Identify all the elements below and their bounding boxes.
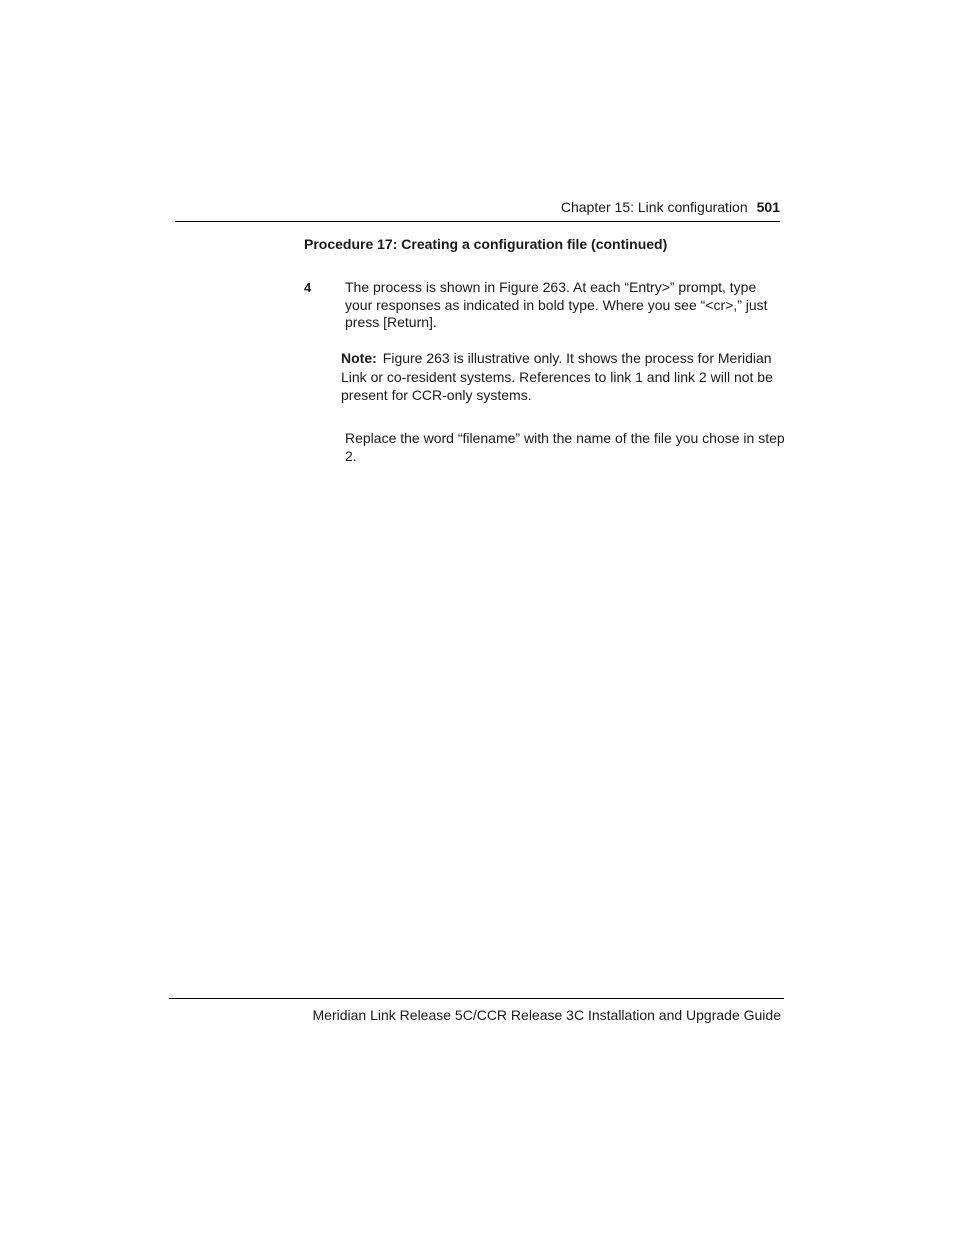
note-block — [341, 349, 786, 405]
procedure-title: Procedure 17: Creating a configuration file (continued) — [304, 236, 668, 252]
header-divider — [175, 221, 780, 222]
running-header — [561, 199, 780, 215]
note-text: Figure 263 is illustrative only. It shows the process for Meridian Link or co-resident systems. References to link 1 and link 2 will not be present for CCR-only systems. — [341, 350, 773, 403]
step-text: The process is shown in Figure 263. At each “Entry>” prompt, type your responses as indicated in bold type. Where you see “<cr>,” just press [Return]. — [345, 279, 768, 330]
replace-instruction: Replace the word “filename” with the name of the file you chose in step 2. — [345, 430, 785, 464]
note-label: Note: — [341, 350, 377, 366]
footer-title: Meridian Link Release 5C/CCR Release 3C Installation and Upgrade Guide — [312, 1007, 781, 1023]
chapter-title: Chapter 15: Link configuration — [560, 199, 748, 215]
step-number: 4 — [304, 280, 312, 295]
footer-divider — [169, 998, 784, 999]
page-number: 501 — [756, 199, 780, 215]
